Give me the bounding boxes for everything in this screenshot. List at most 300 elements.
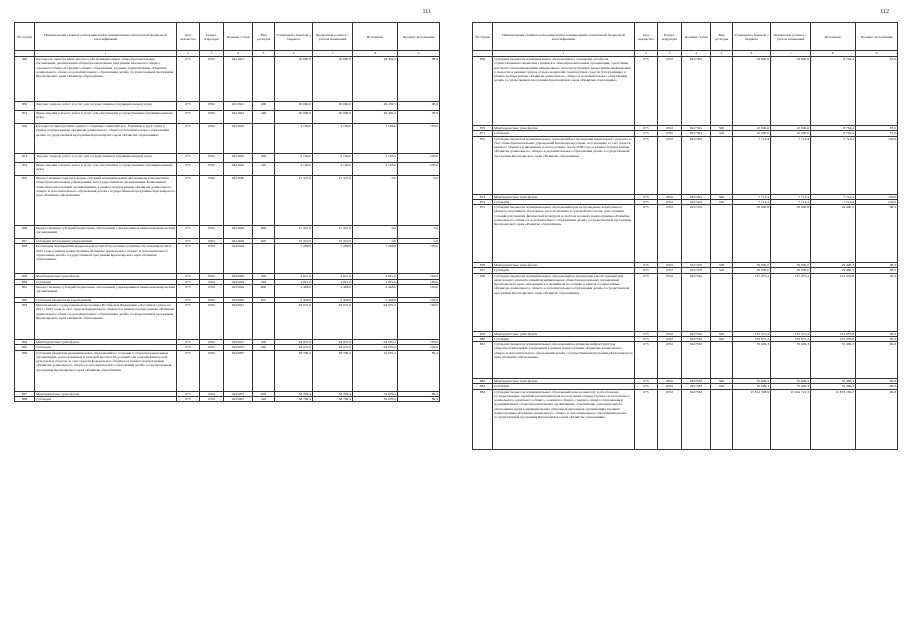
- budget-schedule-cell: 30 000,0: [771, 268, 811, 273]
- approved-amount-cell: 38 790,4: [275, 350, 313, 391]
- department-code-cell: 075: [635, 57, 658, 126]
- target-article-cell: 0225026: [224, 284, 253, 297]
- section-code-cell: 0702: [658, 205, 682, 263]
- table-header-row: [15, 23, 440, 51]
- department-code-cell: 075: [177, 244, 200, 274]
- executed-amount-cell: 49 459,5: [353, 57, 398, 102]
- section-code-cell: 0702: [658, 273, 682, 331]
- row-description-cell: Реализация мероприятий федеральной целевой программы развития образования на 2011 - 2015 годы в рамках подпрограммы «Развитие дошкольного, общего и дополнительного образования детей» государственной программы Красноярского края «Развитие образования»: [35, 244, 177, 274]
- section-code-cell: 0702: [200, 57, 224, 102]
- executed-amount-cell: 29 490,3: [811, 205, 856, 263]
- table-row: [473, 389, 898, 449]
- header-cell: Раздел-подраздел: [200, 23, 224, 51]
- target-article-cell: 0227391: [682, 126, 711, 131]
- execution-percent-cell: 99,6: [856, 379, 898, 384]
- table-row: [473, 57, 898, 126]
- expense-type-cell: 600: [253, 284, 275, 297]
- page-number: 112: [880, 9, 889, 15]
- row-description-cell: Закупка товаров, работ и услуг для государственных (муниципальных) нужд: [35, 102, 177, 111]
- executed-amount-cell: 35 499,3: [811, 379, 856, 384]
- execution-percent-cell: 100,0: [398, 340, 440, 345]
- row-number-cell: 865: [15, 345, 35, 350]
- header-cell: Вид расходов: [711, 23, 733, 51]
- approved-amount-cell: 15 341,0: [275, 226, 313, 239]
- budget-schedule-cell: 10 000,0: [771, 57, 811, 126]
- table-row: [15, 244, 440, 274]
- section-code-cell: 0702: [200, 391, 224, 396]
- department-code-cell: 075: [177, 279, 200, 284]
- row-number-cell: 871: [473, 131, 493, 136]
- approved-amount-cell: 7 714,4: [733, 136, 771, 194]
- executed-amount-cell: 94 970,2: [353, 345, 398, 350]
- budget-schedule-cell: 94 972,0: [313, 340, 353, 345]
- expense-type-cell: 520: [253, 396, 275, 401]
- header-cell: Бюджетная роспись с учетом изменений: [313, 23, 353, 51]
- section-code-cell: 0702: [200, 350, 224, 391]
- department-code-cell: 075: [635, 336, 658, 341]
- approved-amount-cell: 38 790,4: [275, 396, 313, 401]
- row-number-cell: 883: [473, 384, 493, 389]
- expense-type-cell: [253, 57, 275, 102]
- target-article-cell: 0225026: [224, 244, 253, 274]
- executed-amount-cell: 8 764,4: [811, 131, 856, 136]
- target-article-cell: 0221640: [224, 176, 253, 226]
- budget-schedule-cell: 2 166,0: [313, 154, 353, 163]
- approved-amount-cell: 10 000,0: [733, 57, 771, 126]
- execution-percent-cell: 100,0: [398, 279, 440, 284]
- section-code-cell: 0702: [200, 345, 224, 350]
- target-article-cell: 0227391: [682, 57, 711, 126]
- department-code-cell: 075: [635, 131, 658, 136]
- expense-type-cell: 500: [253, 340, 275, 345]
- target-article-cell: 0227562: [682, 336, 711, 341]
- department-code-cell: 075: [635, 194, 658, 199]
- approved-amount-cell: 2 448,0: [275, 284, 313, 297]
- row-description-cell: Расходы на приобретение автобуса для муниципальных общеобразовательных организаций, реализующих общеобразовательные программы начального общего, основного общего и среднего общего образования, в рамках подпрограммы «Развитие дошкольного, общего и дополнительного образования детей» государственной программы Красноярского края «Развитие образования»: [35, 57, 177, 102]
- row-number-cell: 849: [15, 57, 35, 102]
- index-cell: 5: [253, 51, 275, 57]
- expense-type-cell: 240: [253, 163, 275, 176]
- row-description-cell: Субсидии бюджетам муниципальных образований края на выплату и обеспечение государственных гарантий реализации прав на получение общедоступного и бесплатного дошкольного, начального общего, основного общего, среднего общего образования в муниципальных общеобразовательных организациях, обеспечение дополнительного образования детей в муниципальных общеобразовательных организациях в рамках подпрограммы «Развитие дошкольного, общего и дополнительного образования детей» государственной программы Красноярского края «Развитие образования»: [493, 389, 635, 449]
- expense-type-cell: 600: [253, 226, 275, 239]
- section-code-cell: 0702: [658, 194, 682, 199]
- expense-type-cell: 520: [711, 131, 733, 136]
- approved-amount-cell: 94 972,0: [275, 303, 313, 340]
- department-code-cell: 075: [635, 342, 658, 379]
- row-description-cell: Межбюджетные трансферты: [493, 126, 635, 131]
- approved-amount-cell: 7 269,0: [275, 244, 313, 274]
- executed-amount-cell: 7 714,4: [811, 136, 856, 194]
- row-number-cell: 872: [473, 136, 493, 194]
- approved-amount-cell: 30 000,0: [733, 268, 771, 273]
- execution-percent-cell: 99,8: [856, 389, 898, 449]
- section-code-cell: 0702: [200, 102, 224, 111]
- target-article-cell: 0221602: [224, 124, 253, 154]
- index-cell: 6: [733, 51, 771, 57]
- approved-amount-cell: 30 000,0: [733, 263, 771, 268]
- row-description-cell: Субсидии: [493, 199, 635, 204]
- department-code-cell: 075: [635, 268, 658, 273]
- row-number-cell: 878: [473, 273, 493, 331]
- department-code-cell: 075: [635, 136, 658, 194]
- table-row: [15, 163, 440, 176]
- target-article-cell: 0227423: [682, 199, 711, 204]
- expense-type-cell: 500: [711, 194, 733, 199]
- department-code-cell: 075: [635, 273, 658, 331]
- budget-schedule-cell: 50 000,0: [313, 111, 353, 124]
- budget-schedule-cell: 38 790,4: [313, 350, 353, 391]
- section-code-cell: 0702: [658, 336, 682, 341]
- index-cell: 4: [682, 51, 711, 57]
- expense-type-cell: [711, 389, 733, 449]
- executed-amount-cell: 0,0: [353, 239, 398, 244]
- department-code-cell: 075: [177, 163, 200, 176]
- header-cell: Раздел-подраздел: [658, 23, 682, 51]
- header-cell: Бюджетная роспись с учетом изменений: [771, 23, 811, 51]
- row-description-cell: Субсидии бюджетам муниципальных образований на развитие инфраструктуры общеобразовательных учреждений в рамках подпрограммы «Развитие дошкольного, общего и дополнительного образования детей» государственной программы Красноярского края «Развитие образования»: [493, 342, 635, 379]
- executed-amount-cell: 29 490,3: [811, 263, 856, 268]
- index-cell: 6: [275, 51, 313, 57]
- executed-amount-cell: 2 166,0: [353, 154, 398, 163]
- table-row: [15, 57, 440, 102]
- approved-amount-cell: 15 341,0: [275, 239, 313, 244]
- budget-schedule-cell: 15 341,0: [313, 176, 353, 226]
- row-description-cell: Субсидии бюджетам муниципальных образований на создание в общеобразовательных организациях, расположенных в сельской местности, условий для занятий физической культурой и спортом за счет средств федерального бюджета в рамках подпрограммы «Развитие дошкольного, общего и дополнительного образования детей» государственной программы Красноярского края «Развитие образования»: [35, 350, 177, 391]
- row-description-cell: Межбюджетные трансферты: [493, 331, 635, 336]
- row-number-cell: 868: [15, 396, 35, 401]
- budget-schedule-cell: 4 821,0: [313, 274, 353, 279]
- target-article-cell: 0227563: [682, 379, 711, 384]
- row-number-cell: 884: [473, 389, 493, 449]
- expense-type-cell: 620: [253, 239, 275, 244]
- table-row: [473, 342, 898, 379]
- section-code-cell: 0702: [658, 199, 682, 204]
- header-cell: Процент исполнения: [398, 23, 440, 51]
- section-code-cell: 0702: [658, 342, 682, 379]
- row-number-cell: 860: [15, 279, 35, 284]
- target-article-cell: 0225097: [224, 391, 253, 396]
- table-row: [15, 176, 440, 226]
- budget-schedule-cell: 167 075,4: [771, 336, 811, 341]
- executed-amount-cell: 7 714,4: [811, 199, 856, 204]
- row-number-cell: 854: [15, 163, 35, 176]
- execution-percent-cell: 98,9: [398, 57, 440, 102]
- row-number-cell: 857: [15, 239, 35, 244]
- target-article-cell: 0225097: [224, 350, 253, 391]
- row-number-cell: 877: [473, 268, 493, 273]
- section-code-cell: 0702: [658, 384, 682, 389]
- approved-amount-cell: 2 166,0: [275, 163, 313, 176]
- budget-schedule-cell: 15 904 722,3: [771, 389, 811, 449]
- section-code-cell: 0702: [658, 136, 682, 194]
- target-article-cell: 0227470: [682, 263, 711, 268]
- target-article-cell: 0227563: [682, 384, 711, 389]
- department-code-cell: 075: [635, 199, 658, 204]
- execution-percent-cell: 96,4: [856, 273, 898, 331]
- section-code-cell: 0702: [658, 268, 682, 273]
- execution-percent-cell: 96,4: [856, 336, 898, 341]
- header-cell: Наименование главных распорядителей и наименование показателей бюджетной классификации: [493, 23, 635, 51]
- execution-percent-cell: 96,4: [856, 331, 898, 336]
- execution-percent-cell: 87,6: [856, 131, 898, 136]
- expense-type-cell: 520: [253, 345, 275, 350]
- target-article-cell: 0221601: [224, 57, 253, 102]
- table-row: [15, 284, 440, 297]
- table-row: [15, 303, 440, 340]
- budget-schedule-cell: 38 790,4: [313, 396, 353, 401]
- header-cell: Целевая статья: [682, 23, 711, 51]
- index-cell: 3: [658, 51, 682, 57]
- budget-table: [14, 22, 440, 402]
- budget-table: [472, 22, 898, 450]
- executed-amount-cell: 7 714,4: [811, 194, 856, 199]
- expense-type-cell: [711, 205, 733, 263]
- execution-percent-cell: 100,0: [398, 303, 440, 340]
- row-description-cell: Субсидии: [35, 396, 177, 401]
- section-code-cell: 0702: [200, 239, 224, 244]
- approved-amount-cell: 7 714,4: [733, 199, 771, 204]
- approved-amount-cell: 4 821,0: [275, 279, 313, 284]
- department-code-cell: 075: [177, 176, 200, 226]
- executed-amount-cell: 161 033,8: [811, 336, 856, 341]
- execution-percent-cell: 100,0: [398, 244, 440, 274]
- expense-type-cell: 520: [711, 199, 733, 204]
- section-code-cell: 0702: [200, 274, 224, 279]
- row-number-cell: 856: [15, 226, 35, 239]
- expense-type-cell: [711, 342, 733, 379]
- target-article-cell: 0225026: [224, 274, 253, 279]
- approved-amount-cell: 50 000,0: [275, 111, 313, 124]
- budget-schedule-cell: 10 000,0: [771, 131, 811, 136]
- row-number-cell: 864: [15, 340, 35, 345]
- budget-schedule-cell: 15 341,0: [313, 239, 353, 244]
- row-description-cell: Предоставление субсидий бюджетным, автономным учреждениям и иным некоммерческим организациям: [35, 284, 177, 297]
- section-code-cell: 0702: [200, 154, 224, 163]
- target-article-cell: 0227562: [682, 273, 711, 331]
- execution-percent-cell: 89,4: [398, 350, 440, 391]
- approved-amount-cell: 50 000,0: [275, 102, 313, 111]
- section-code-cell: 0702: [200, 163, 224, 176]
- expense-type-cell: 500: [711, 331, 733, 336]
- expense-type-cell: 500: [711, 379, 733, 384]
- section-code-cell: 0702: [200, 303, 224, 340]
- table-row: [473, 273, 898, 331]
- table-row: [15, 396, 440, 401]
- executed-amount-cell: 2 448,0: [353, 297, 398, 302]
- row-number-cell: 861: [15, 284, 35, 297]
- department-code-cell: 075: [177, 102, 200, 111]
- row-number-cell: 850: [15, 102, 35, 111]
- row-number-cell: 852: [15, 124, 35, 154]
- approved-amount-cell: 167 075,4: [733, 336, 771, 341]
- executed-amount-cell: 161 033,8: [811, 273, 856, 331]
- execution-percent-cell: 100,0: [398, 345, 440, 350]
- approved-amount-cell: 2 448,0: [275, 297, 313, 302]
- row-number-cell: 880: [473, 336, 493, 341]
- target-article-cell: 0225026: [224, 279, 253, 284]
- department-code-cell: 075: [177, 239, 200, 244]
- header-cell: Код ведомства: [177, 23, 200, 51]
- section-code-cell: 0702: [658, 379, 682, 384]
- section-code-cell: 0702: [658, 389, 682, 449]
- budget-schedule-cell: 2 448,0: [313, 284, 353, 297]
- section-code-cell: 0702: [200, 176, 224, 226]
- expense-type-cell: 240: [253, 111, 275, 124]
- row-description-cell: Субсидии: [35, 279, 177, 284]
- department-code-cell: 075: [635, 126, 658, 131]
- target-article-cell: 0225027: [224, 345, 253, 350]
- department-code-cell: 075: [177, 154, 200, 163]
- row-description-cell: Субсидии: [493, 268, 635, 273]
- target-article-cell: 0221640: [224, 239, 253, 244]
- row-number-cell: 876: [473, 263, 493, 268]
- budget-schedule-cell: 94 972,0: [313, 345, 353, 350]
- header-cell: № строки: [15, 23, 35, 51]
- executed-amount-cell: 35 499,3: [811, 384, 856, 389]
- department-code-cell: 075: [177, 57, 200, 102]
- target-article-cell: 0221640: [224, 226, 253, 239]
- table-row: [15, 226, 440, 239]
- header-cell: Код ведомства: [635, 23, 658, 51]
- header-cell: Исполнено: [353, 23, 398, 51]
- header-cell: Вид расходов: [253, 23, 275, 51]
- section-code-cell: 0702: [200, 340, 224, 345]
- department-code-cell: 075: [635, 263, 658, 268]
- expense-type-cell: [253, 303, 275, 340]
- department-code-cell: 075: [635, 331, 658, 336]
- executed-amount-cell: 29 490,3: [811, 268, 856, 273]
- executed-amount-cell: 4 821,0: [353, 279, 398, 284]
- row-number-cell: 879: [473, 331, 493, 336]
- row-number-cell: 875: [473, 205, 493, 263]
- expense-type-cell: [253, 244, 275, 274]
- index-cell: 4: [224, 51, 253, 57]
- target-article-cell: 0221601: [224, 111, 253, 124]
- execution-percent-cell: 100,0: [856, 136, 898, 194]
- row-description-cell: Субсидии бюджетам муниципальных образований на проведение реконструкции или капитального ремонта зданий муниципальных общеобразовательных организаций Красноярского края, находящихся в аварийном состоянии, в рамках подпрограммы «Развитие дошкольного, общего и дополнительного образования детей» государственной программы Красноярского края «Развитие образования»: [493, 273, 635, 331]
- row-description-cell: Межбюджетные трансферты: [493, 194, 635, 199]
- expense-type-cell: [711, 273, 733, 331]
- executed-amount-cell: 35 499,3: [811, 342, 856, 379]
- executed-amount-cell: 161 033,8: [811, 331, 856, 336]
- approved-amount-cell: 38 790,4: [275, 391, 313, 396]
- section-code-cell: 0702: [658, 331, 682, 336]
- table-header-row: [473, 23, 898, 51]
- expense-type-cell: 200: [253, 102, 275, 111]
- row-number-cell: 870: [473, 126, 493, 131]
- execution-percent-cell: 89,4: [398, 391, 440, 396]
- budget-schedule-cell: 35 649,3: [771, 384, 811, 389]
- index-cell: 8: [811, 51, 856, 57]
- section-code-cell: 0702: [658, 57, 682, 126]
- row-description-cell: Субсидии бюджетным учреждениям: [35, 297, 177, 302]
- row-description-cell: Межбюджетные трансферты: [35, 391, 177, 396]
- row-description-cell: Субсидии бюджетам муниципальных образований на проведение капитального ремонта за счет общеобразовательных учреждений Красноярского края, построенных за счет средств краевого бюджета и введенных в эксплуатацию после 2009 года, в рамках подпрограммы «Развитие дошкольного, общего и дополнительного образования детей» государственной программы Красноярского края «Развитие образования»: [493, 136, 635, 194]
- index-cell: 2: [635, 51, 658, 57]
- execution-percent-cell: 100,0: [398, 124, 440, 154]
- budget-schedule-cell: 10 000,0: [771, 126, 811, 131]
- approved-amount-cell: 30 000,0: [733, 205, 771, 263]
- header-cell: Целевая статья: [224, 23, 253, 51]
- table-row: [15, 124, 440, 154]
- expense-type-cell: [711, 57, 733, 126]
- row-number-cell: 873: [473, 194, 493, 199]
- row-number-cell: 867: [15, 391, 35, 396]
- approved-amount-cell: 35 649,3: [733, 384, 771, 389]
- header-cell: Утверждено Законом о бюджете: [275, 23, 313, 51]
- section-code-cell: 0702: [200, 226, 224, 239]
- budget-schedule-cell: 38 790,4: [313, 391, 353, 396]
- execution-percent-cell: 87,6: [856, 57, 898, 126]
- page-number: 111: [422, 9, 431, 15]
- expense-type-cell: [253, 176, 275, 226]
- execution-percent-cell: 100,0: [398, 274, 440, 279]
- row-description-cell: Расходы на приобретение единого собрания сочинений А.С. Пушкина в двух томах в рамках подпрограммы «Развитие дошкольного, общего и дополнительного образования детей» государственной программы Красноярского края «Развитие образования»: [35, 124, 177, 154]
- executed-amount-cell: 94 970,2: [353, 303, 398, 340]
- department-code-cell: 075: [635, 384, 658, 389]
- budget-schedule-cell: 30 000,0: [771, 263, 811, 268]
- section-code-cell: 0702: [658, 126, 682, 131]
- row-description-cell: Мероприятия государственной программы Российской Федерации «Доступная среда» на 2011 - 2015 годы за счет средств федерального бюджета в рамках подпрограммы «Развитие дошкольного, общего и дополнительного образования детей» государственной программы Красноярского края «Развитие образования»: [35, 303, 177, 340]
- row-number-cell: 869: [473, 57, 493, 126]
- executed-amount-cell: 15 879 109,2: [811, 389, 856, 449]
- row-description-cell: Закупка товаров, работ и услуг для государственных (муниципальных) нужд: [35, 154, 177, 163]
- target-article-cell: 0227470: [682, 268, 711, 273]
- row-description-cell: Субсидии автономным учреждениям: [35, 239, 177, 244]
- row-number-cell: 866: [15, 350, 35, 391]
- department-code-cell: 075: [635, 379, 658, 384]
- department-code-cell: 075: [177, 297, 200, 302]
- budget-schedule-cell: 15 341,0: [313, 226, 353, 239]
- index-cell: 9: [398, 51, 440, 57]
- target-article-cell: 0227423: [682, 136, 711, 194]
- execution-percent-cell: 0,0: [398, 226, 440, 239]
- executed-amount-cell: 94 970,2: [353, 340, 398, 345]
- department-code-cell: 075: [177, 350, 200, 391]
- index-cell: 7: [771, 51, 811, 57]
- row-number-cell: 858: [15, 244, 35, 274]
- expense-type-cell: [711, 136, 733, 194]
- approved-amount-cell: 2 166,0: [275, 154, 313, 163]
- row-number-cell: 881: [473, 342, 493, 379]
- execution-percent-cell: 98,3: [856, 268, 898, 273]
- executed-amount-cell: 2 448,0: [353, 284, 398, 297]
- header-cell: Исполнено: [811, 23, 856, 51]
- approved-amount-cell: 50 000,0: [275, 57, 313, 102]
- execution-percent-cell: 98,3: [856, 205, 898, 263]
- row-description-cell: Субсидии бюджетам муниципальных образований края на проведение капитального ремонта спортивных залов школ, расположенных в сельской местности, для создания условий для занятий физической культурой и спортом в рамках подпрограммы «Развитие дошкольного, общего и дополнительного образования детей» государственной программы Красноярского края «Развитие образования»: [493, 205, 635, 263]
- section-code-cell: 0702: [658, 263, 682, 268]
- row-description-cell: Субсидии: [493, 336, 635, 341]
- row-description-cell: Субсидии: [493, 131, 635, 136]
- executed-amount-cell: 0,0: [353, 226, 398, 239]
- target-article-cell: 0221602: [224, 154, 253, 163]
- budget-schedule-cell: 7 714,4: [771, 199, 811, 204]
- execution-percent-cell: 99,6: [856, 384, 898, 389]
- execution-percent-cell: 87,6: [856, 126, 898, 131]
- row-description-cell: Предоставление грантов в форме субсидий муниципальным автономным и бюджетным общеобразовательным учреждениям, негосударственным организациям, являющимся общеобразовательными организациями, в рамках подпрограммы «Развитие дошкольного, общего и дополнительного образования детей» государственной программы Красноярского края «Развитие образования»: [35, 176, 177, 226]
- budget-schedule-cell: 2 166,0: [313, 124, 353, 154]
- execution-percent-cell: 98,3: [856, 263, 898, 268]
- row-description-cell: Субсидии: [35, 345, 177, 350]
- target-article-cell: 0225026: [224, 297, 253, 302]
- table-row: [15, 350, 440, 391]
- index-cell: 1: [493, 51, 635, 57]
- table-row: [15, 154, 440, 163]
- budget-schedule-cell: 30 000,0: [771, 205, 811, 263]
- approved-amount-cell: 94 972,0: [275, 340, 313, 345]
- header-cell: Наименование главных распорядителей и наименование показателей бюджетной классификации: [35, 23, 177, 51]
